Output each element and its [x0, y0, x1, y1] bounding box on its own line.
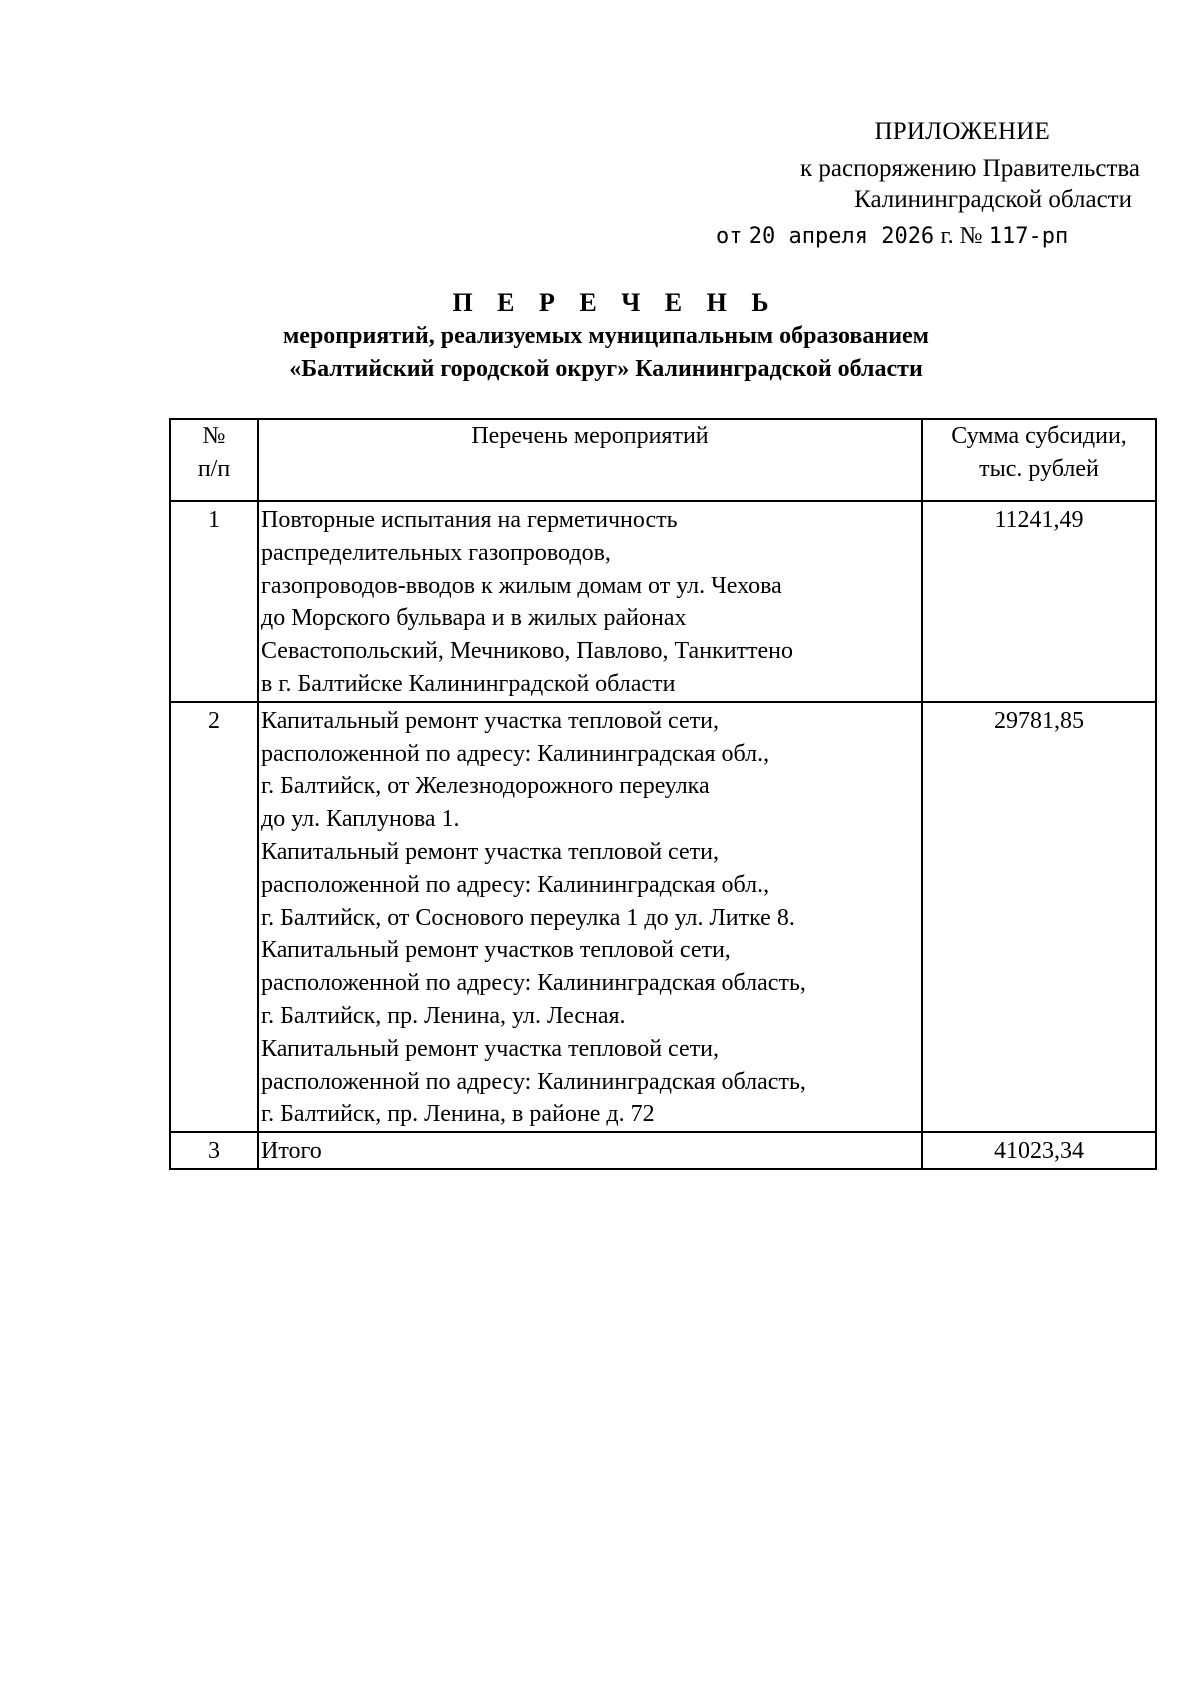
document-title-block [0, 286, 1200, 386]
table-row [170, 501, 1156, 702]
row-description [258, 501, 922, 702]
row-description-line: расположенной по адресу: Калининградская область, [261, 970, 806, 997]
row-description-line: Капитальный ремонт участка тепловой сети, [261, 707, 719, 734]
row-description-line: Капитальный ремонт участка тепловой сети, [261, 1035, 719, 1062]
date-value: 20 апреля 2026 [748, 224, 935, 249]
row-description-line: расположенной по адресу: Калининградская обл., [261, 871, 770, 898]
row-description [258, 1132, 922, 1169]
appendix-region-line: Калининградской области [854, 186, 1132, 213]
appendix-reference-line: к распоряжению Правительства [799, 155, 1140, 182]
document-subtitle-line1: мероприятий, реализуемых муниципальным образованием [282, 323, 930, 349]
table-row [170, 702, 1156, 1132]
appendix-title: ПРИЛОЖЕНИЕ [874, 118, 1050, 145]
row-sum: 29781,85 [922, 702, 1156, 1132]
row-description-line: г. Балтийск, пр. Ленина, в районе д. 72 [261, 1101, 655, 1128]
row-description-line: г. Балтийск, пр. Ленина, ул. Лесная. [261, 1002, 626, 1029]
row-sum: 11241,49 [922, 501, 1156, 702]
measures-table [169, 418, 1157, 1170]
table-row-total [170, 1132, 1156, 1169]
header-desc: Перечень мероприятий [258, 419, 922, 501]
date-prefix: от [716, 224, 743, 249]
header-num [170, 419, 258, 501]
header-num-line2: п/п [197, 455, 231, 482]
document-title: П Е Р Е Ч Е Н Ь [452, 288, 778, 317]
row-description-line: до ул. Каплунова 1. [261, 806, 460, 833]
row-description [258, 702, 922, 1132]
total-label: Итого [261, 1138, 322, 1165]
date-year-number-label: г. № [940, 223, 983, 249]
total-sum: 41023,34 [922, 1132, 1156, 1169]
row-num: 3 [170, 1132, 258, 1169]
order-date-line [716, 222, 1068, 250]
row-description-line: Капитальный ремонт участка тепловой сети, [261, 838, 719, 865]
row-description-line: до Морского бульвара и в жилых районах [261, 605, 687, 632]
row-description-line: г. Балтийск, от Железнодорожного переулка [261, 773, 710, 800]
row-num: 2 [170, 702, 258, 1132]
header-num-line1: № [202, 423, 226, 449]
row-description-line: Повторные испытания на герметичность [261, 507, 678, 533]
row-description-line: расположенной по адресу: Калининградская обл., [261, 740, 770, 767]
row-num: 1 [170, 501, 258, 702]
row-description-line: г. Балтийск, от Соснового переулка 1 до ул. Литке 8. [261, 904, 795, 931]
row-description-line: расположенной по адресу: Калининградская область, [261, 1068, 806, 1095]
table-header-row [170, 419, 1156, 501]
document-subtitle-line2: «Балтийский городской округ» Калининградской области [289, 356, 923, 382]
row-description-line: газопроводов-вводов к жилым домам от ул. Чехова [261, 572, 782, 599]
header-sum-line2: тыс. рублей [979, 455, 1099, 482]
row-description-line: Капитальный ремонт участков тепловой сети, [261, 937, 731, 964]
header-sum-line1: Сумма субсидии, [951, 423, 1127, 449]
row-description-line: Севастопольский, Мечниково, Павлово, Танкиттено [261, 638, 794, 665]
row-description-line: в г. Балтийске Калининградской области [261, 670, 676, 697]
row-description-line: распределительных газопроводов, [261, 539, 611, 566]
header-sum [922, 419, 1156, 501]
order-number: 117-рп [988, 224, 1069, 249]
